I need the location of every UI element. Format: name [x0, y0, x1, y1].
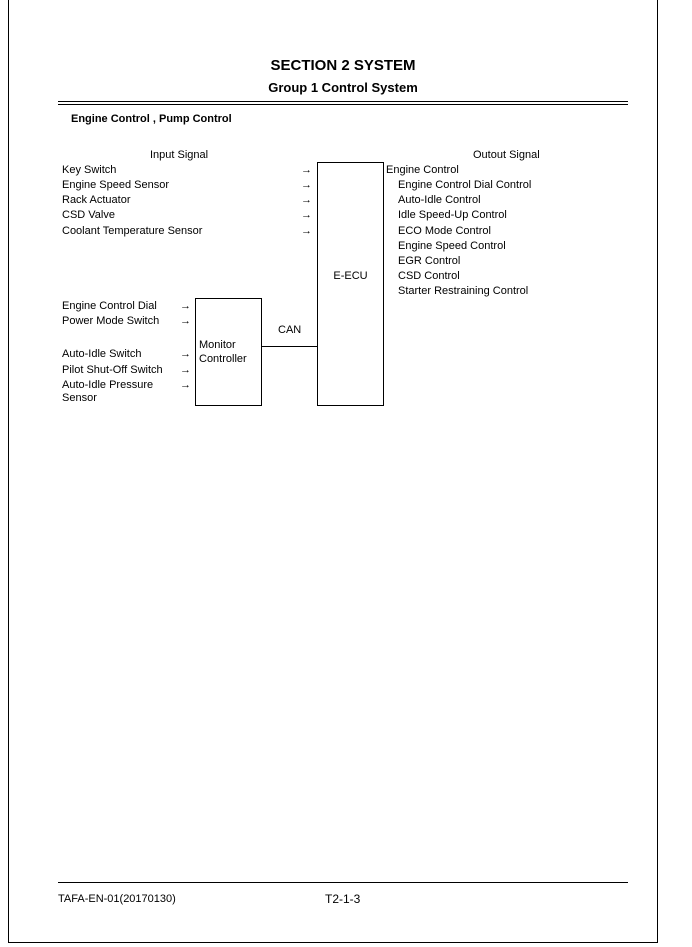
arrow-icon: → [180, 300, 191, 312]
arrow-icon: → [301, 179, 312, 191]
input-power-mode-switch: Power Mode Switch [62, 315, 160, 327]
ecu-box [317, 162, 384, 406]
input-key-switch: Key Switch [62, 164, 117, 176]
input-rack-actuator: Rack Actuator [62, 194, 131, 206]
input-auto-idle-pressure: Auto-Idle Pressure [62, 379, 154, 391]
group-title: Group 1 Control System [268, 80, 418, 95]
footer-rule [58, 882, 628, 883]
arrow-icon: → [301, 209, 312, 221]
arrow-icon: → [180, 364, 191, 376]
arrow-icon: → [301, 225, 312, 237]
monitor-label-line1: Monitor [199, 339, 236, 351]
input-auto-idle-pressure-sensor: Sensor [62, 392, 97, 404]
can-label: CAN [278, 324, 302, 336]
arrow-icon: → [180, 379, 191, 391]
input-csd-valve: CSD Valve [62, 209, 115, 221]
header-rule-top [58, 101, 628, 102]
page-border [8, 0, 658, 943]
output-starter-restraining-control: Starter Restraining Control [398, 285, 529, 297]
monitor-label-line2: Controller [199, 353, 247, 365]
output-csd-control: CSD Control [398, 270, 460, 282]
input-auto-idle-switch: Auto-Idle Switch [62, 348, 142, 360]
footer-page-number: T2-1-3 [325, 892, 361, 906]
output-engine-speed-control: Engine Speed Control [398, 240, 506, 252]
output-engine-control-dial-control: Engine Control Dial Control [398, 179, 532, 191]
arrow-icon: → [301, 194, 312, 206]
output-signal-label: Outout Signal [473, 149, 540, 161]
header-rule-bottom [58, 104, 628, 105]
input-engine-speed-sensor: Engine Speed Sensor [62, 179, 170, 191]
can-connection-line [262, 346, 317, 347]
input-pilot-shut-off-switch: Pilot Shut-Off Switch [62, 364, 163, 376]
output-egr-control: EGR Control [398, 255, 461, 267]
arrow-icon: → [180, 315, 191, 327]
input-signal-label: Input Signal [150, 149, 209, 161]
section-title: SECTION 2 SYSTEM [270, 57, 416, 74]
monitor-controller-box [195, 298, 262, 406]
ecu-label: E-ECU [333, 270, 368, 282]
diagram-heading: Engine Control , Pump Control [71, 113, 232, 125]
footer-doc-code: TAFA-EN-01(20170130) [58, 893, 176, 905]
output-engine-control: Engine Control [386, 164, 459, 176]
arrow-icon: → [180, 348, 191, 360]
output-eco-mode-control: ECO Mode Control [398, 225, 491, 237]
output-auto-idle-control: Auto-Idle Control [398, 194, 481, 206]
arrow-icon: → [301, 164, 312, 176]
input-engine-control-dial: Engine Control Dial [62, 300, 157, 312]
input-coolant-temperature-sensor: Coolant Temperature Sensor [62, 225, 203, 237]
output-idle-speed-up-control: Idle Speed-Up Control [398, 209, 507, 221]
